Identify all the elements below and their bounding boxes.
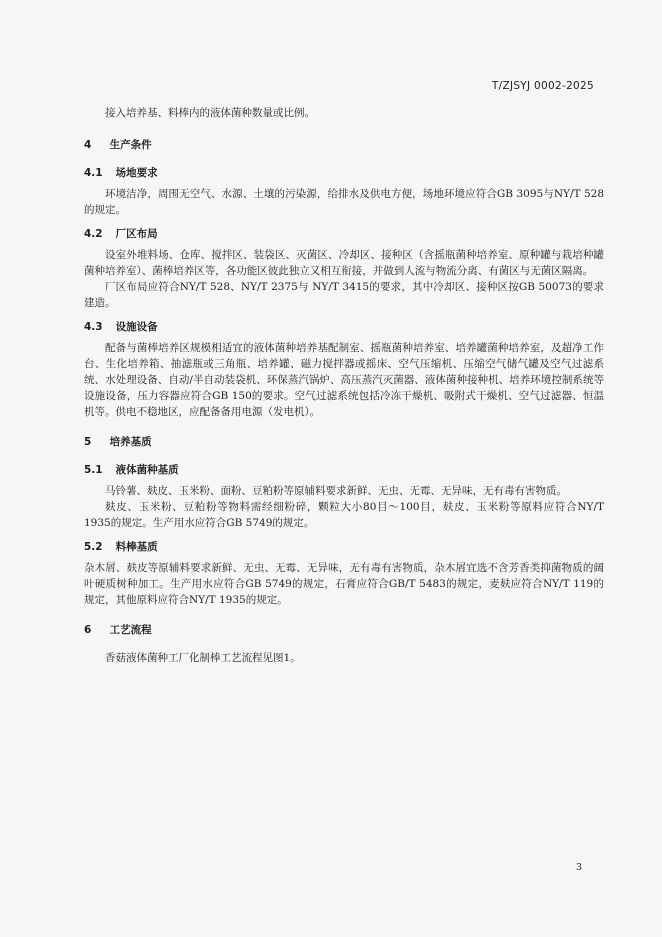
paragraph: 香菇液体菌种工厂化制棒工艺流程见图1。 (105, 652, 301, 664)
section-title: 设施设备 (115, 321, 158, 333)
section-heading-5 (84, 434, 604, 450)
intro-paragraph: 接入培养基、料棒内的液体菌种数量或比例。 (105, 107, 315, 119)
section-heading-4-1 (84, 165, 604, 181)
section-heading-4 (84, 137, 604, 153)
section-number: 4.3 (84, 321, 103, 333)
paragraph: 杂木屑、麸皮等原辅料要求新鲜、无虫、无霉、无异味，无有毒有害物质，杂木屑宜选不含芳香类抑菌物质的阔叶硬质树种加工。生产用水应符合GB 5749的规定，石膏应符合GB/T 5483的规定，麦麸应符合NY/T 119的规定，其他原料应符合NY/T 1935的规定。 (84, 562, 604, 606)
section-number: 5.1 (84, 464, 103, 476)
section-heading-5-1 (84, 462, 604, 478)
paragraph: 马铃薯、麸皮、玉米粉、面粉、豆粕粉等原辅料要求新鲜、无虫、无霉、无异味，无有毒有害物质。 (105, 485, 567, 497)
paragraph: 厂区布局应符合NY/T 528、NY/T 2375与 NY/T 3415的要求，其中冷却区、接种区按GB 50073的要求建造。 (84, 281, 604, 309)
page-number: 3 (575, 862, 582, 873)
section-heading-6 (84, 622, 604, 638)
section-title: 液体菌种基质 (115, 464, 179, 476)
section-title: 料棒基质 (115, 541, 158, 553)
document-body (84, 105, 604, 666)
section-title: 场地要求 (115, 167, 158, 179)
section-number: 4.1 (84, 167, 103, 179)
paragraph: 配备与菌棒培养区规模相适宜的液体菌种培养基配制室、摇瓶菌种培养室、培养罐菌种培养室，及超净工作台、生化培养箱、抽滤瓶或三角瓶、培养罐、磁力搅拌器或摇床、空气压缩机、压缩空气储气罐及空气过滤系统、水处理设备、自动/半自动装袋机、环保蒸汽锅炉、高压蒸汽灭菌器、液体菌种接种机、培养环境控制系统等设施设备，压力容器应符合GB 150的要求。空气过滤系统包括冷冻干燥机、吸附式干燥机、空气过滤器、恒温机等。供电不稳地区，应配备备用电源（发电机）。 (84, 342, 604, 418)
section-number: 5.2 (84, 541, 103, 553)
section-heading-4-2 (84, 226, 604, 242)
paragraph: 环境洁净，周围无空气、水源、土壤的污染源，给排水及供电方便，场地环境应符合GB 3095与NY/T 528的规定。 (84, 188, 604, 216)
section-title: 生产条件 (109, 139, 152, 151)
section-number: 4.2 (84, 228, 103, 240)
section-heading-5-2 (84, 539, 604, 555)
section-title: 厂区布局 (115, 228, 158, 240)
section-number: 6 (84, 624, 92, 636)
section-heading-4-3 (84, 319, 604, 335)
section-number: 5 (84, 436, 92, 448)
section-title: 工艺流程 (109, 624, 152, 636)
paragraph: 设室外堆料场、仓库、搅拌区、装袋区、灭菌区、冷却区、接种区（含摇瓶菌种培养室、原种罐与栽培种罐菌种培养室）、菌棒培养区等，各功能区彼此独立又相互衔接，并做到人流与物流分离、有菌区与无菌区隔离。 (84, 249, 604, 277)
section-number: 4 (84, 139, 92, 151)
section-title: 培养基质 (109, 436, 152, 448)
standard-code: T/ZJSYJ 0002-2025 (491, 80, 594, 92)
paragraph: 麸皮、玉米粉、豆粕粉等物料需经细粉碎，颗粒大小80目～100目，麸皮、玉米粉等原料应符合NY/T 1935的规定。生产用水应符合GB 5749的规定。 (84, 501, 604, 529)
